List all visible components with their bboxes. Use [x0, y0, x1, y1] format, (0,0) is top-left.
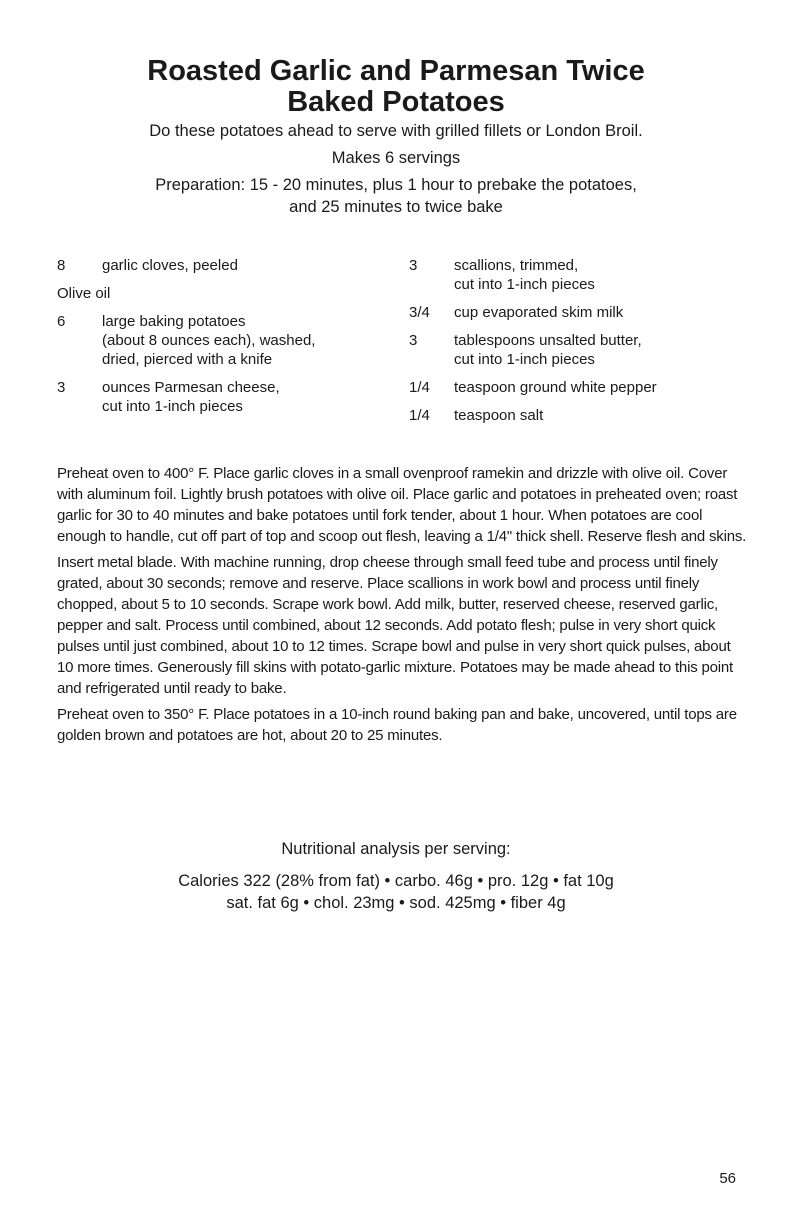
ingredient-item [57, 378, 387, 416]
ingredient-quantity: 1/4 [409, 407, 430, 424]
ingredient-item [409, 303, 749, 322]
ingredient-item [409, 378, 749, 397]
ingredient-item [409, 331, 749, 369]
ingredient-quantity: 3 [409, 332, 418, 349]
nutrition-heading: Nutritional analysis per serving: [281, 840, 511, 858]
ingredient-text-line: teaspoon ground white pepper [454, 379, 657, 396]
page-number: 56 [719, 1170, 736, 1187]
ingredient-text [102, 312, 387, 369]
ingredient-item [57, 256, 387, 275]
recipe-preparation-line-2: and 25 minutes to twice bake [289, 198, 503, 216]
ingredient-text [454, 406, 749, 425]
recipe-title [0, 56, 792, 118]
recipe-title-line-2: Baked Potatoes [287, 86, 505, 118]
ingredient-quantity: 6 [57, 313, 66, 330]
ingredient-text [454, 303, 749, 322]
ingredient-text-line: cup evaporated skim milk [454, 304, 624, 321]
ingredient-text [102, 378, 387, 416]
ingredient-text-line: teaspoon salt [454, 407, 544, 424]
ingredients-left-column [57, 256, 387, 425]
method-paragraph: Preheat oven to 350° F. Place potatoes in a 10-inch round baking pan and bake, uncovered, until tops are golden brown and potatoes are hot, about 20 to 25 minutes. [57, 706, 737, 744]
method-paragraph: Insert metal blade. With machine running, drop cheese through small feed tube and process until finely grated, about 30 seconds; remove and reserve. Place scallions in work bowl and process until finely chopped, about 5 to 10 seconds. Scrape work bowl. Add milk, butter, reserved cheese, reserved garlic, pepper and salt. Process until combined, about 12 seconds. Add potato flesh; pulse in very short quick pulses until just combined, about 10 to 12 times. Scrape bowl and pulse in very short quick pulses, about 10 more times. Generously fill skins with potato-garlic mixture. Potatoes may be made ahead to this point and refrigerated until ready to bake. [57, 554, 733, 697]
ingredient-text [102, 256, 387, 275]
recipe-preparation-line-1: Preparation: 15 - 20 minutes, plus 1 hour to prebake the potatoes, [155, 176, 637, 194]
ingredient-text [454, 256, 749, 294]
ingredient-text-line: ounces Parmesan cheese, [102, 379, 280, 396]
nutrition-line-1: Calories 322 (28% from fat) • carbo. 46g • pro. 12g • fat 10g [178, 872, 614, 890]
ingredient-text-line: tablespoons unsalted butter, [454, 332, 642, 349]
ingredients-right-column [409, 256, 749, 434]
ingredient-quantity: 3/4 [409, 304, 430, 321]
nutrition-section [0, 838, 792, 914]
recipe-intro [0, 120, 792, 218]
recipe-title-line-1: Roasted Garlic and Parmesan Twice [147, 55, 645, 87]
ingredient-item [57, 312, 387, 369]
ingredient-quantity: 8 [57, 257, 66, 274]
ingredient-text-line: cut into 1-inch pieces [102, 398, 243, 415]
ingredient-text-line: scallions, trimmed, [454, 257, 579, 274]
ingredient-item [57, 284, 387, 303]
method-paragraph: Preheat oven to 400° F. Place garlic cloves in a small ovenproof ramekin and drizzle with olive oil. Cover with aluminum foil. Lightly brush potatoes with olive oil. Place garlic and potatoes in preheated oven; roast garlic for 30 to 40 minutes and bake potatoes until fork tender, about 1 hour. When potatoes are cool enough to handle, cut off part of top and scoop out flesh, leaving a 1/4" thick shell. Reserve flesh and skins. [57, 465, 747, 545]
ingredient-quantity: 3 [409, 257, 418, 274]
ingredient-text [57, 284, 387, 303]
ingredient-text-line: large baking potatoes [102, 313, 246, 330]
nutrition-line-2: sat. fat 6g • chol. 23mg • sod. 425mg • fiber 4g [226, 894, 566, 912]
method-section [57, 463, 747, 751]
recipe-servings: Makes 6 servings [331, 149, 461, 167]
ingredient-text [454, 378, 749, 397]
ingredient-item [409, 406, 749, 425]
ingredient-quantity: 1/4 [409, 379, 430, 396]
ingredient-text-line: cut into 1-inch pieces [454, 351, 595, 368]
recipe-description: Do these potatoes ahead to serve with grilled fillets or London Broil. [149, 122, 643, 140]
ingredient-text-line: (about 8 ounces each), washed, [102, 332, 316, 349]
ingredient-text-line: garlic cloves, peeled [102, 257, 238, 274]
ingredient-text-line: dried, pierced with a knife [102, 351, 273, 368]
ingredient-text-line: Olive oil [57, 285, 111, 302]
ingredient-text [454, 331, 749, 369]
ingredient-text-line: cut into 1-inch pieces [454, 276, 595, 293]
ingredient-item [409, 256, 749, 294]
ingredient-quantity: 3 [57, 379, 66, 396]
